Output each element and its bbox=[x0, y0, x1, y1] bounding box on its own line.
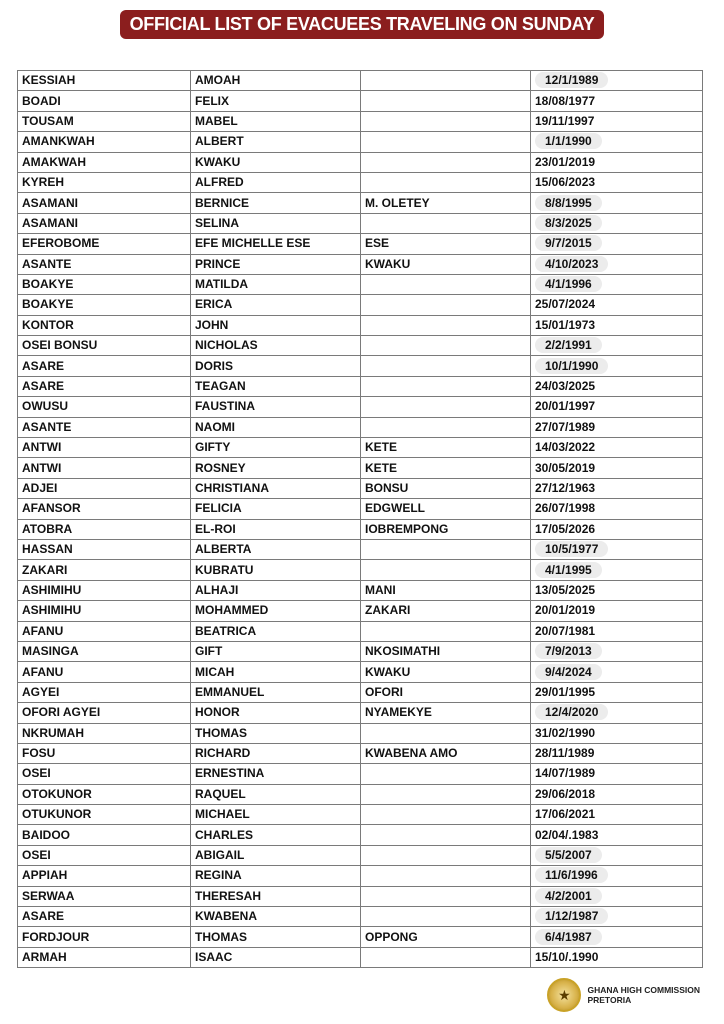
first-name-cell: DORIS bbox=[191, 356, 361, 376]
first-name-cell: HONOR bbox=[191, 703, 361, 723]
date-of-birth-cell bbox=[531, 458, 703, 478]
other-name-cell: IOBREMPONG bbox=[361, 519, 531, 539]
surname-cell: APPIAH bbox=[18, 866, 191, 886]
date-value: 15/01/1973 bbox=[535, 317, 596, 332]
date-value: 6/4/1987 bbox=[535, 929, 602, 945]
date-value: 24/03/2025 bbox=[535, 379, 596, 394]
date-of-birth-cell bbox=[531, 274, 703, 294]
other-name-cell: BONSU bbox=[361, 478, 531, 498]
first-name-cell: ERICA bbox=[191, 295, 361, 315]
surname-cell: OTOKUNOR bbox=[18, 784, 191, 804]
date-value: 2/2/1991 bbox=[535, 337, 602, 353]
date-value: 02/04/.1983 bbox=[535, 827, 599, 842]
table-row bbox=[18, 723, 703, 743]
other-name-cell: MANI bbox=[361, 580, 531, 600]
table-row bbox=[18, 539, 703, 559]
date-of-birth-cell bbox=[531, 71, 703, 91]
surname-cell: OFORI AGYEI bbox=[18, 703, 191, 723]
first-name-cell: CHRISTIANA bbox=[191, 478, 361, 498]
first-name-cell: ISAAC bbox=[191, 947, 361, 967]
other-name-cell: OFORI bbox=[361, 682, 531, 702]
first-name-cell: KWABENA bbox=[191, 907, 361, 927]
surname-cell: AMANKWAH bbox=[18, 132, 191, 152]
other-name-cell bbox=[361, 784, 531, 804]
date-value: 13/05/2025 bbox=[535, 582, 596, 597]
table-row bbox=[18, 438, 703, 458]
surname-cell: MASINGA bbox=[18, 641, 191, 661]
surname-cell: KESSIAH bbox=[18, 71, 191, 91]
first-name-cell: GIFT bbox=[191, 641, 361, 661]
surname-cell: AFANSOR bbox=[18, 499, 191, 519]
first-name-cell: GIFTY bbox=[191, 438, 361, 458]
date-of-birth-cell bbox=[531, 417, 703, 437]
date-of-birth-cell bbox=[531, 907, 703, 927]
other-name-cell: KWAKU bbox=[361, 254, 531, 274]
table-row bbox=[18, 234, 703, 254]
other-name-cell bbox=[361, 417, 531, 437]
date-of-birth-cell bbox=[531, 866, 703, 886]
first-name-cell: NICHOLAS bbox=[191, 336, 361, 356]
table-row bbox=[18, 478, 703, 498]
table-row bbox=[18, 784, 703, 804]
other-name-cell bbox=[361, 764, 531, 784]
other-name-cell bbox=[361, 376, 531, 396]
table-row bbox=[18, 254, 703, 274]
first-name-cell: THOMAS bbox=[191, 723, 361, 743]
table-row bbox=[18, 376, 703, 396]
date-of-birth-cell bbox=[531, 641, 703, 661]
table-row bbox=[18, 499, 703, 519]
surname-cell: EFEROBOME bbox=[18, 234, 191, 254]
footer-line-2: PRETORIA bbox=[587, 995, 632, 1005]
table-row bbox=[18, 172, 703, 192]
surname-cell: OSEI BONSU bbox=[18, 336, 191, 356]
surname-cell: ASARE bbox=[18, 907, 191, 927]
table-row bbox=[18, 764, 703, 784]
date-of-birth-cell bbox=[531, 213, 703, 233]
date-of-birth-cell bbox=[531, 886, 703, 906]
other-name-cell bbox=[361, 315, 531, 335]
date-value: 26/07/1998 bbox=[535, 501, 596, 516]
surname-cell: AFANU bbox=[18, 662, 191, 682]
date-of-birth-cell bbox=[531, 845, 703, 865]
date-value: 5/5/2007 bbox=[535, 847, 602, 863]
table-row bbox=[18, 886, 703, 906]
date-value: 9/4/2024 bbox=[535, 664, 602, 680]
surname-cell: AGYEI bbox=[18, 682, 191, 702]
date-value: 4/1/1996 bbox=[535, 276, 602, 292]
table-row bbox=[18, 132, 703, 152]
date-value: 10/5/1977 bbox=[535, 541, 608, 557]
table-row bbox=[18, 152, 703, 172]
other-name-cell bbox=[361, 845, 531, 865]
date-value: 29/01/1995 bbox=[535, 684, 596, 699]
surname-cell: ASAMANI bbox=[18, 213, 191, 233]
first-name-cell: RAQUEL bbox=[191, 784, 361, 804]
coat-of-arms-icon: ★ bbox=[547, 978, 581, 1012]
date-value: 11/6/1996 bbox=[535, 867, 608, 883]
page-title: OFFICIAL LIST OF EVACUEES TRAVELING ON SUNDAY bbox=[120, 10, 605, 39]
surname-cell: ASHIMIHU bbox=[18, 580, 191, 600]
table-row bbox=[18, 397, 703, 417]
table-row bbox=[18, 336, 703, 356]
date-value: 4/10/2023 bbox=[535, 256, 608, 272]
surname-cell: ZAKARI bbox=[18, 560, 191, 580]
first-name-cell: REGINA bbox=[191, 866, 361, 886]
table-row bbox=[18, 458, 703, 478]
table-row bbox=[18, 111, 703, 131]
first-name-cell: FAUSTINA bbox=[191, 397, 361, 417]
first-name-cell: EL-ROI bbox=[191, 519, 361, 539]
other-name-cell: OPPONG bbox=[361, 927, 531, 947]
first-name-cell: ABIGAIL bbox=[191, 845, 361, 865]
other-name-cell bbox=[361, 805, 531, 825]
first-name-cell: MOHAMMED bbox=[191, 601, 361, 621]
date-of-birth-cell bbox=[531, 580, 703, 600]
first-name-cell: FELICIA bbox=[191, 499, 361, 519]
date-of-birth-cell bbox=[531, 111, 703, 131]
table-row bbox=[18, 927, 703, 947]
date-of-birth-cell bbox=[531, 539, 703, 559]
date-of-birth-cell bbox=[531, 234, 703, 254]
date-of-birth-cell bbox=[531, 478, 703, 498]
other-name-cell bbox=[361, 621, 531, 641]
first-name-cell: EFE MICHELLE ESE bbox=[191, 234, 361, 254]
other-name-cell bbox=[361, 336, 531, 356]
date-value: 15/06/2023 bbox=[535, 175, 596, 190]
date-of-birth-cell bbox=[531, 723, 703, 743]
other-name-cell bbox=[361, 295, 531, 315]
date-of-birth-cell bbox=[531, 438, 703, 458]
first-name-cell: MABEL bbox=[191, 111, 361, 131]
other-name-cell bbox=[361, 866, 531, 886]
surname-cell: OWUSU bbox=[18, 397, 191, 417]
table-row bbox=[18, 560, 703, 580]
date-value: 14/07/1989 bbox=[535, 766, 596, 781]
surname-cell: ADJEI bbox=[18, 478, 191, 498]
table-row bbox=[18, 805, 703, 825]
other-name-cell bbox=[361, 91, 531, 111]
date-of-birth-cell bbox=[531, 356, 703, 376]
other-name-cell: KETE bbox=[361, 438, 531, 458]
date-value: 1/12/1987 bbox=[535, 908, 608, 924]
date-of-birth-cell bbox=[531, 682, 703, 702]
other-name-cell bbox=[361, 213, 531, 233]
surname-cell: FORDJOUR bbox=[18, 927, 191, 947]
date-value: 14/03/2022 bbox=[535, 440, 596, 455]
first-name-cell: SELINA bbox=[191, 213, 361, 233]
surname-cell: FOSU bbox=[18, 743, 191, 763]
surname-cell: ASANTE bbox=[18, 417, 191, 437]
surname-cell: AMAKWAH bbox=[18, 152, 191, 172]
first-name-cell: ALHAJI bbox=[191, 580, 361, 600]
first-name-cell: TEAGAN bbox=[191, 376, 361, 396]
date-value: 1/1/1990 bbox=[535, 133, 602, 149]
first-name-cell: PRINCE bbox=[191, 254, 361, 274]
date-value: 4/2/2001 bbox=[535, 888, 602, 904]
date-of-birth-cell bbox=[531, 825, 703, 845]
first-name-cell: MATILDA bbox=[191, 274, 361, 294]
date-value: 18/08/1977 bbox=[535, 93, 596, 108]
date-value: 15/10/.1990 bbox=[535, 949, 599, 964]
date-value: 29/06/2018 bbox=[535, 786, 596, 801]
first-name-cell: RICHARD bbox=[191, 743, 361, 763]
first-name-cell: ROSNEY bbox=[191, 458, 361, 478]
date-value: 10/1/1990 bbox=[535, 358, 608, 374]
first-name-cell: AMOAH bbox=[191, 71, 361, 91]
footer-line-1: GHANA HIGH COMMISSION bbox=[587, 985, 700, 995]
first-name-cell: ALBERT bbox=[191, 132, 361, 152]
date-of-birth-cell bbox=[531, 947, 703, 967]
evacuee-table bbox=[17, 70, 703, 968]
surname-cell: BOAKYE bbox=[18, 274, 191, 294]
table-row bbox=[18, 703, 703, 723]
table-row bbox=[18, 519, 703, 539]
date-of-birth-cell bbox=[531, 601, 703, 621]
table-row bbox=[18, 193, 703, 213]
date-of-birth-cell bbox=[531, 193, 703, 213]
other-name-cell bbox=[361, 907, 531, 927]
surname-cell: ANTWI bbox=[18, 458, 191, 478]
first-name-cell: NAOMI bbox=[191, 417, 361, 437]
date-of-birth-cell bbox=[531, 519, 703, 539]
first-name-cell: CHARLES bbox=[191, 825, 361, 845]
surname-cell: TOUSAM bbox=[18, 111, 191, 131]
first-name-cell: JOHN bbox=[191, 315, 361, 335]
date-of-birth-cell bbox=[531, 315, 703, 335]
table-row bbox=[18, 825, 703, 845]
date-value: 8/8/1995 bbox=[535, 195, 602, 211]
other-name-cell bbox=[361, 886, 531, 906]
surname-cell: ATOBRA bbox=[18, 519, 191, 539]
surname-cell: ASARE bbox=[18, 376, 191, 396]
date-value: 12/4/2020 bbox=[535, 704, 608, 720]
date-value: 4/1/1995 bbox=[535, 562, 602, 578]
title-banner bbox=[0, 10, 724, 39]
table-row bbox=[18, 947, 703, 967]
table-row bbox=[18, 71, 703, 91]
other-name-cell bbox=[361, 539, 531, 559]
other-name-cell bbox=[361, 947, 531, 967]
other-name-cell: EDGWELL bbox=[361, 499, 531, 519]
date-of-birth-cell bbox=[531, 662, 703, 682]
date-of-birth-cell bbox=[531, 152, 703, 172]
other-name-cell bbox=[361, 560, 531, 580]
first-name-cell: KWAKU bbox=[191, 152, 361, 172]
surname-cell: OSEI bbox=[18, 764, 191, 784]
date-value: 20/07/1981 bbox=[535, 623, 596, 638]
date-of-birth-cell bbox=[531, 927, 703, 947]
table-row bbox=[18, 601, 703, 621]
other-name-cell bbox=[361, 132, 531, 152]
first-name-cell: ALBERTA bbox=[191, 539, 361, 559]
other-name-cell: ESE bbox=[361, 234, 531, 254]
date-of-birth-cell bbox=[531, 336, 703, 356]
date-value: 25/07/2024 bbox=[535, 297, 596, 312]
first-name-cell: THERESAH bbox=[191, 886, 361, 906]
other-name-cell bbox=[361, 111, 531, 131]
other-name-cell bbox=[361, 397, 531, 417]
surname-cell: ARMAH bbox=[18, 947, 191, 967]
table-row bbox=[18, 580, 703, 600]
table-row bbox=[18, 907, 703, 927]
date-value: 20/01/1997 bbox=[535, 399, 596, 414]
date-value: 8/3/2025 bbox=[535, 215, 602, 231]
other-name-cell bbox=[361, 172, 531, 192]
first-name-cell: ERNESTINA bbox=[191, 764, 361, 784]
table-row bbox=[18, 845, 703, 865]
other-name-cell bbox=[361, 723, 531, 743]
surname-cell: OTUKUNOR bbox=[18, 805, 191, 825]
date-of-birth-cell bbox=[531, 376, 703, 396]
date-value: 19/11/1997 bbox=[535, 113, 595, 128]
table-row bbox=[18, 662, 703, 682]
date-of-birth-cell bbox=[531, 805, 703, 825]
surname-cell: KYREH bbox=[18, 172, 191, 192]
other-name-cell bbox=[361, 825, 531, 845]
other-name-cell: M. OLETEY bbox=[361, 193, 531, 213]
other-name-cell: KWABENA AMO bbox=[361, 743, 531, 763]
date-value: 30/05/2019 bbox=[535, 460, 596, 475]
first-name-cell: BEATRICA bbox=[191, 621, 361, 641]
surname-cell: HASSAN bbox=[18, 539, 191, 559]
date-of-birth-cell bbox=[531, 397, 703, 417]
date-value: 7/9/2013 bbox=[535, 643, 602, 659]
table-row bbox=[18, 682, 703, 702]
table-row bbox=[18, 866, 703, 886]
date-value: 27/12/1963 bbox=[535, 481, 596, 495]
date-of-birth-cell bbox=[531, 172, 703, 192]
table-row bbox=[18, 295, 703, 315]
surname-cell: SERWAA bbox=[18, 886, 191, 906]
surname-cell: NKRUMAH bbox=[18, 723, 191, 743]
first-name-cell: BERNICE bbox=[191, 193, 361, 213]
footer-logo bbox=[547, 978, 700, 1012]
first-name-cell: ALFRED bbox=[191, 172, 361, 192]
date-of-birth-cell bbox=[531, 784, 703, 804]
date-value: 28/11/1989 bbox=[535, 746, 595, 761]
first-name-cell: MICHAEL bbox=[191, 805, 361, 825]
surname-cell: KONTOR bbox=[18, 315, 191, 335]
date-of-birth-cell bbox=[531, 743, 703, 763]
table-row bbox=[18, 315, 703, 335]
surname-cell: BOADI bbox=[18, 91, 191, 111]
date-of-birth-cell bbox=[531, 132, 703, 152]
date-value: 31/02/1990 bbox=[535, 725, 596, 740]
table-row bbox=[18, 356, 703, 376]
table-row bbox=[18, 743, 703, 763]
surname-cell: OSEI bbox=[18, 845, 191, 865]
other-name-cell: ZAKARI bbox=[361, 601, 531, 621]
other-name-cell bbox=[361, 274, 531, 294]
surname-cell: ASANTE bbox=[18, 254, 191, 274]
date-value: 20/01/2019 bbox=[535, 603, 596, 618]
date-of-birth-cell bbox=[531, 621, 703, 641]
surname-cell: ANTWI bbox=[18, 438, 191, 458]
table-row bbox=[18, 641, 703, 661]
other-name-cell bbox=[361, 356, 531, 376]
date-value: 12/1/1989 bbox=[535, 72, 608, 88]
other-name-cell bbox=[361, 152, 531, 172]
other-name-cell: KWAKU bbox=[361, 662, 531, 682]
date-value: 23/01/2019 bbox=[535, 154, 596, 169]
table-row bbox=[18, 621, 703, 641]
date-of-birth-cell bbox=[531, 703, 703, 723]
date-of-birth-cell bbox=[531, 499, 703, 519]
first-name-cell: MICAH bbox=[191, 662, 361, 682]
first-name-cell: THOMAS bbox=[191, 927, 361, 947]
surname-cell: ASHIMIHU bbox=[18, 601, 191, 621]
other-name-cell: NKOSIMATHI bbox=[361, 641, 531, 661]
other-name-cell: KETE bbox=[361, 458, 531, 478]
first-name-cell: FELIX bbox=[191, 91, 361, 111]
date-value: 17/06/2021 bbox=[535, 807, 596, 822]
other-name-cell: NYAMEKYE bbox=[361, 703, 531, 723]
date-value: 9/7/2015 bbox=[535, 235, 602, 251]
first-name-cell: EMMANUEL bbox=[191, 682, 361, 702]
date-of-birth-cell bbox=[531, 560, 703, 580]
other-name-cell bbox=[361, 71, 531, 91]
surname-cell: ASARE bbox=[18, 356, 191, 376]
date-of-birth-cell bbox=[531, 764, 703, 784]
date-of-birth-cell bbox=[531, 91, 703, 111]
surname-cell: BAIDOO bbox=[18, 825, 191, 845]
date-value: 27/07/1989 bbox=[535, 419, 596, 434]
surname-cell: BOAKYE bbox=[18, 295, 191, 315]
table-row bbox=[18, 213, 703, 233]
first-name-cell: KUBRATU bbox=[191, 560, 361, 580]
date-of-birth-cell bbox=[531, 295, 703, 315]
table-row bbox=[18, 417, 703, 437]
surname-cell: ASAMANI bbox=[18, 193, 191, 213]
date-of-birth-cell bbox=[531, 254, 703, 274]
table-row bbox=[18, 274, 703, 294]
table-row bbox=[18, 91, 703, 111]
date-value: 17/05/2026 bbox=[535, 521, 596, 536]
surname-cell: AFANU bbox=[18, 621, 191, 641]
